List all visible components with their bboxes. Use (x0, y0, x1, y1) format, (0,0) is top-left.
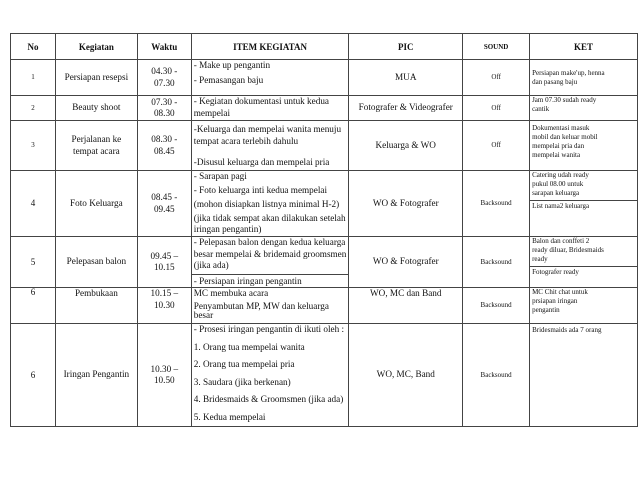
table-row (11, 60, 638, 96)
activity-time: 10.15 – 10.30 (137, 288, 191, 324)
activity-name-line: tempat acara (73, 145, 120, 156)
header-ket: KET (530, 34, 638, 60)
activity-items (191, 324, 349, 427)
note-line: pengantin (532, 306, 560, 314)
activity-time: 10.30 – 10.50 (137, 324, 191, 427)
activity-time: 04.30 - 07.30 (137, 60, 191, 96)
activity-notes (530, 96, 638, 121)
item-line: (mohon disiapkan listnya minimal H-2) (193, 199, 340, 209)
activity-pic: Keluarga & WO (349, 121, 463, 171)
activity-name: Persiapan resepsi (55, 60, 137, 96)
note-line: Dokumentasi masuk (532, 124, 590, 132)
note-line: mempelai wanita (532, 151, 581, 159)
note-line: pukul 08.00 untuk (532, 180, 584, 188)
activity-notes (530, 288, 638, 324)
rundown-document (10, 33, 638, 427)
item-line: 1. Orang tua mempelai wanita (193, 341, 305, 352)
activity-pic: Fotografer & Videografer (349, 96, 463, 121)
activity-pic: WO & Fotografer (349, 171, 463, 237)
header-kegiatan: Kegiatan (55, 34, 137, 60)
note-line: ready (532, 255, 548, 263)
item-line: - Sarapan pagi (193, 171, 247, 181)
item-line: (jika ada) (193, 260, 229, 270)
activity-items (191, 121, 349, 171)
activity-notes (530, 121, 638, 171)
activity-notes (530, 237, 638, 288)
activity-sound: Backsound (463, 288, 530, 324)
item-line: - Make up pengantin (193, 60, 271, 70)
note-line: Fotografer ready (530, 266, 637, 277)
note-line: sarapan keluarga (532, 189, 580, 197)
item-line: (jika tidak sempat akan dilakukan setelah (193, 212, 346, 223)
note-line: Jam 07.30 sudah ready (532, 96, 597, 104)
note-line: mobil dan keluar mobil (532, 133, 598, 141)
item-line: - Kegiatan dokumentasi untuk kedua (193, 96, 329, 106)
activity-sound: Off (463, 121, 530, 171)
item-line: - Foto keluarga inti kedua mempelai (193, 184, 328, 195)
header-sound: SOUND (463, 34, 530, 60)
table-row (11, 171, 638, 237)
activity-items (191, 60, 349, 96)
table-row (11, 96, 638, 121)
row-number: 2 (11, 96, 56, 121)
activity-sound: Off (463, 96, 530, 121)
table-row (11, 121, 638, 171)
note-line: List nama2 keluarga (530, 200, 637, 211)
activity-name (55, 121, 137, 171)
item-line: - Pelepasan balon dengan kedua keluarga (193, 237, 346, 247)
note-line: Balon dan conffeti 2 (532, 237, 590, 245)
note-line: Catering udah ready (532, 171, 589, 179)
item-line: Penyambutan MP, MW dan keluarga (193, 300, 329, 311)
header-item-kegiatan: ITEM KEGIATAN (191, 34, 349, 60)
row-number: 3 (11, 121, 56, 171)
note-line: MC Chit chat untuk (532, 288, 588, 296)
note-line: ready diluar, Bridesmaids (532, 246, 604, 254)
activity-name: Foto Keluarga (55, 171, 137, 237)
header-pic: PIC (349, 34, 463, 60)
header-row (11, 34, 638, 60)
row-number: 5 (11, 237, 56, 288)
note-line: dan pasang baju (532, 77, 578, 86)
item-line: 2. Orang tua mempelai pria (193, 359, 295, 369)
note-line: mempelai pria dan (532, 142, 585, 150)
activity-time: 08.30 - 08.45 (137, 121, 191, 171)
activity-name-line: Perjalanan ke (71, 134, 122, 144)
row-number: 6 (11, 324, 56, 427)
activity-sound: Backsound (463, 324, 530, 427)
activity-name: Pelepasan balon (55, 237, 137, 288)
activity-pic: WO & Fotografer (349, 237, 463, 288)
note-line: Bridesmaids ada 7 orang (532, 326, 602, 334)
activity-notes (530, 324, 638, 427)
activity-time: 08.45 - 09.45 (137, 171, 191, 237)
note-line: Persiapan make'up, henna (532, 68, 605, 77)
rundown-table (10, 33, 638, 427)
table-row (11, 324, 638, 427)
table-row (11, 237, 638, 288)
activity-sound: Off (463, 60, 530, 96)
activity-notes (530, 171, 638, 237)
item-line: mempelai (193, 107, 230, 118)
activity-items (191, 237, 349, 288)
activity-sound: Backsound (463, 171, 530, 237)
activity-items (191, 96, 349, 121)
item-line: besar (193, 310, 214, 320)
header-waktu: Waktu (137, 34, 191, 60)
activity-notes (530, 60, 638, 96)
note-line: cantik (532, 105, 550, 113)
activity-time: 09.45 – 10.15 (137, 237, 191, 288)
activity-pic: MUA (349, 60, 463, 96)
row-number: 6 (11, 288, 56, 324)
item-line: 5. Kedua mempelai (193, 411, 266, 422)
activity-items (191, 171, 349, 237)
activity-sound: Backsound (463, 237, 530, 288)
item-line: - Pemasangan baju (193, 74, 264, 85)
row-number: 4 (11, 171, 56, 237)
activity-pic: WO, MC dan Band (349, 288, 463, 324)
header-no: No (11, 34, 56, 60)
activity-pic: WO, MC, Band (349, 324, 463, 427)
activity-name: Pembukaan (55, 288, 137, 324)
item-line: tempat acara terlebih dahulu (193, 135, 299, 146)
item-line: -Keluarga dan mempelai wanita menuju (193, 124, 342, 134)
item-line: MC membuka acara (193, 288, 269, 298)
item-line: 3. Saudara (jika berkenan) (193, 376, 291, 387)
row-number: 1 (11, 60, 56, 96)
item-line: - Persiapan iringan pengantin (192, 274, 349, 288)
item-line: -Disusul keluarga dan mempelai pria (193, 157, 330, 167)
activity-name: Beauty shoot (55, 96, 137, 121)
activity-name: Iringan Pengantin (55, 324, 137, 427)
item-line: besar mempelai & bridemaid groomsmen (193, 248, 347, 259)
note-line: prsiapan iringan (532, 297, 578, 305)
item-line: iringan pengantin) (193, 224, 262, 234)
activity-items (191, 288, 349, 324)
item-line: - Prosesi iringan pengantin di ikuti oleh : (193, 324, 345, 334)
table-row (11, 288, 638, 324)
activity-time: 07.30 - 08.30 (137, 96, 191, 121)
item-line: 4. Bridesmaids & Groomsmen (jika ada) (193, 394, 344, 404)
